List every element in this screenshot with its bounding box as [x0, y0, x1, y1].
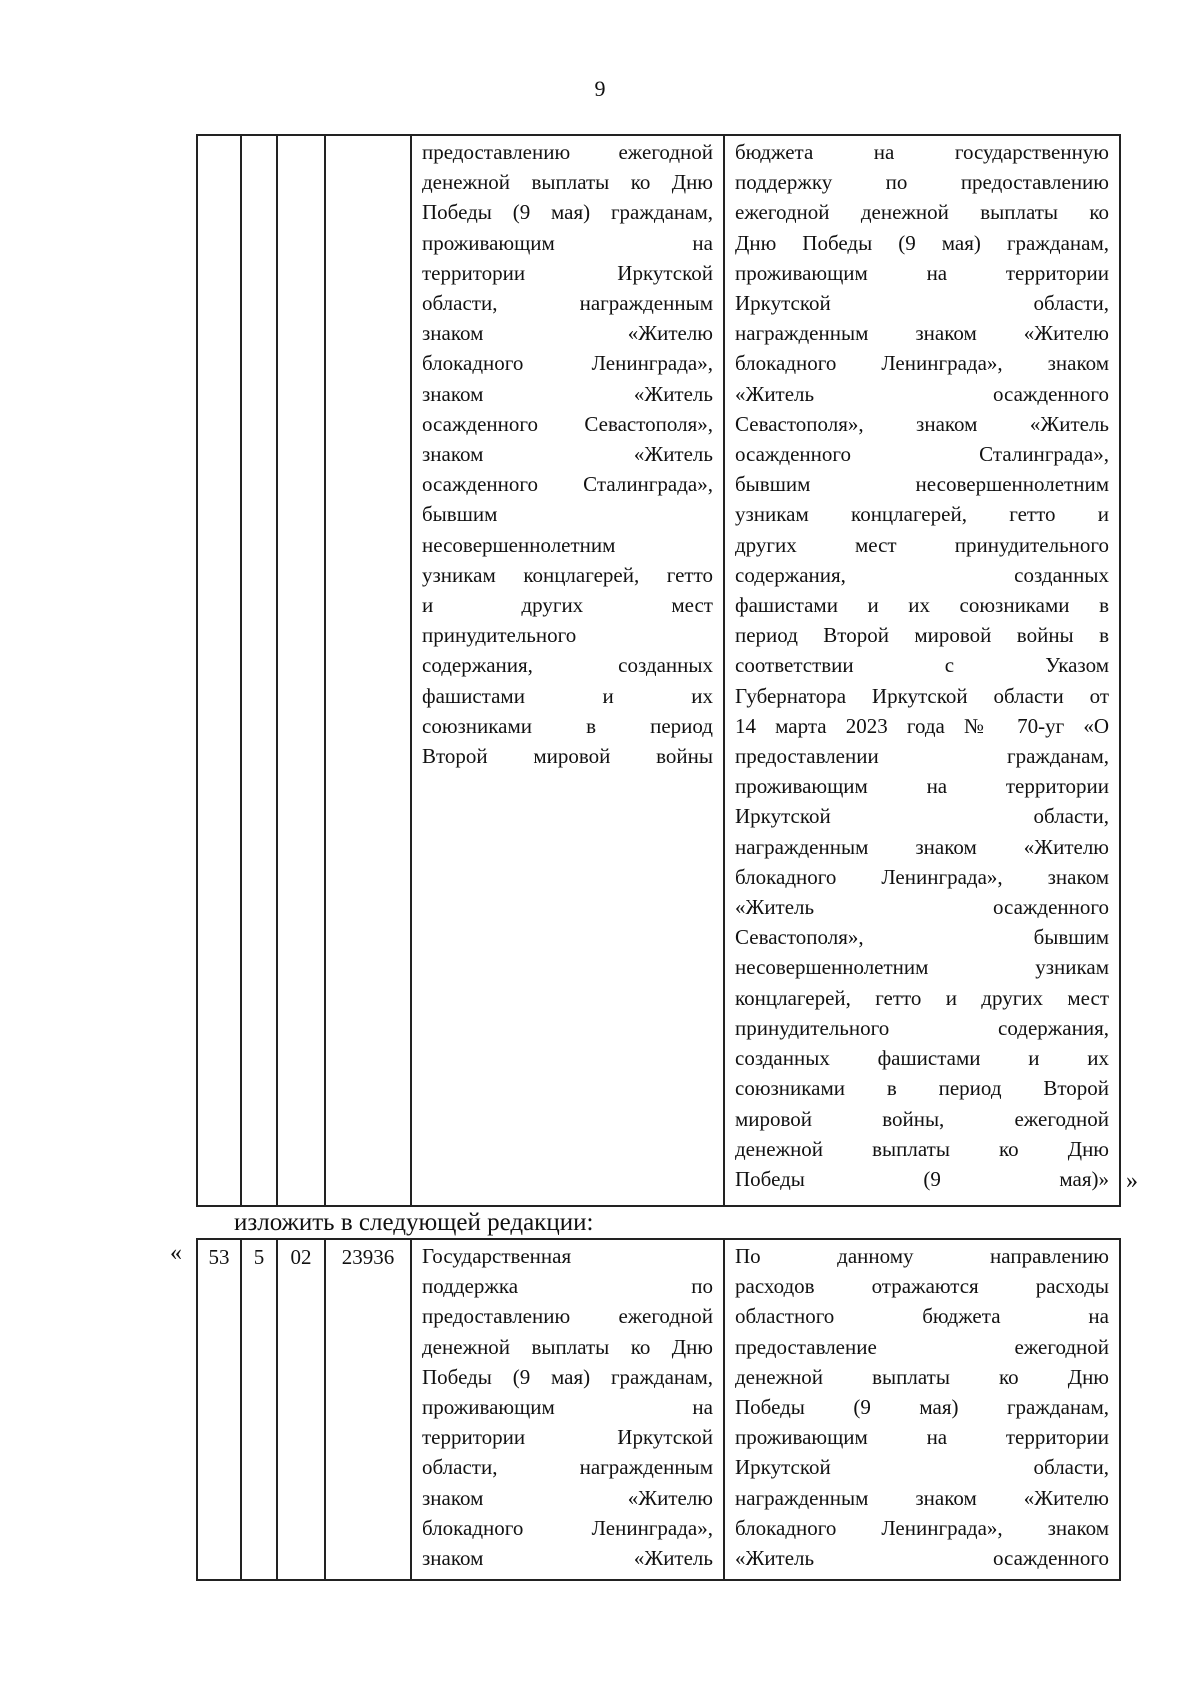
text-line: знаком «Житель	[422, 1546, 713, 1571]
text-line: Иркутской области,	[735, 804, 1109, 829]
text-line: Иркутской области,	[735, 291, 1109, 316]
text-line: блокадного Ленинграда»,	[422, 1515, 713, 1540]
text-line: проживающим на	[422, 230, 713, 255]
text-line: узникам концлагерей, гетто	[422, 562, 713, 587]
cell-description	[411, 135, 724, 1206]
note-text	[735, 137, 1109, 1194]
cell-note	[724, 1239, 1120, 1580]
cell-code-2: 5	[241, 1239, 277, 1580]
text-line: расходов отражаются расходы	[735, 1274, 1109, 1299]
text-line: Севастополя», бывшим	[735, 925, 1109, 950]
note-text	[735, 1241, 1109, 1573]
cell-code-1	[197, 135, 241, 1206]
text-line: и других мест	[422, 593, 713, 618]
cell-code-1: 53	[197, 1239, 241, 1580]
text-line: созданных фашистами и их	[735, 1046, 1109, 1071]
text-line: территории Иркутской	[422, 1425, 713, 1450]
text-line: соответствии с Указом	[735, 653, 1109, 678]
text-line: Дню Победы (9 мая) гражданам,	[735, 230, 1109, 255]
text-line: Государственная	[422, 1244, 572, 1268]
text-line: областного бюджета на	[735, 1304, 1109, 1329]
text-line: Иркутской области,	[735, 1455, 1109, 1480]
text-line: поддержка по	[422, 1274, 713, 1299]
text-line: проживающим на территории	[735, 1425, 1109, 1450]
opening-quote: «	[170, 1240, 182, 1266]
text-line: награжденным знаком «Жителю	[735, 321, 1109, 346]
text-line: осажденного Сталинграда»,	[735, 442, 1109, 467]
cell-code-3: 02	[277, 1239, 325, 1580]
text-line: бывшим несовершеннолетним	[735, 472, 1109, 497]
description-text	[422, 1241, 713, 1573]
text-line: 14 марта 2023 года № 70-уг «О	[735, 713, 1109, 738]
text-line: знаком «Жителю	[422, 1485, 713, 1510]
text-line: Победы (9 мая) гражданам,	[422, 200, 713, 225]
text-line: бюджета на государственную	[735, 140, 1109, 164]
text-line: территории Иркутской	[422, 260, 713, 285]
text-line: Победы (9 мая) гражданам,	[735, 1395, 1109, 1420]
text-line: несовершеннолетним	[422, 532, 616, 557]
cell-code-4	[325, 135, 411, 1206]
text-line: фашистами и их союзниками в	[735, 593, 1109, 618]
table-row	[197, 135, 1120, 1206]
text-line: мировой войны, ежегодной	[735, 1106, 1109, 1131]
text-line: По данному направлению	[735, 1244, 1109, 1268]
cell-description	[411, 1239, 724, 1580]
text-line: денежной выплаты ко Дню	[735, 1136, 1109, 1161]
text-line: денежной выплаты ко Дню	[735, 1364, 1109, 1389]
text-line: несовершеннолетним узникам	[735, 955, 1109, 980]
text-line: Губернатора Иркутской области от	[735, 683, 1109, 708]
page-number: 9	[594, 76, 606, 101]
text-line: содержания, созданных	[735, 562, 1109, 587]
text-line: принудительного	[422, 623, 577, 648]
table-row	[197, 1239, 1120, 1580]
text-line: проживающим на территории	[735, 260, 1109, 285]
text-line: предоставление ежегодной	[735, 1334, 1109, 1359]
text-line: фашистами и их	[422, 683, 713, 708]
text-line: блокадного Ленинграда», знаком	[735, 1515, 1109, 1540]
text-line: союзниками в период Второй	[735, 1076, 1109, 1101]
text-line: бывшим	[422, 502, 498, 527]
text-line: предоставлению ежегодной	[422, 1304, 713, 1329]
table-new-edition	[196, 1238, 1121, 1581]
text-line: области, награжденным	[422, 291, 713, 316]
text-line: награжденным знаком «Жителю	[735, 1485, 1109, 1510]
text-line: области, награжденным	[422, 1455, 713, 1480]
text-line: денежной выплаты ко Дню	[422, 1334, 713, 1359]
text-line: Второй мировой войны	[422, 744, 713, 769]
text-line: поддержку по предоставлению	[735, 170, 1109, 195]
text-line: блокадного Ленинграда»,	[422, 351, 713, 376]
text-line: проживающим на территории	[735, 774, 1109, 799]
text-line: «Житель осажденного	[735, 381, 1109, 406]
text-line: предоставлению ежегодной	[422, 140, 713, 164]
text-line: ежегодной денежной выплаты ко	[735, 200, 1109, 225]
text-line: награжденным знаком «Жителю	[735, 834, 1109, 859]
cell-code-3	[277, 135, 325, 1206]
cell-code-4: 23936	[325, 1239, 411, 1580]
text-line: союзниками в период	[422, 713, 713, 738]
text-line: проживающим на	[422, 1395, 713, 1420]
text-line: Севастополя», знаком «Житель	[735, 411, 1109, 436]
text-line: узникам концлагерей, гетто и	[735, 502, 1109, 527]
text-line: содержания, созданных	[422, 653, 713, 678]
text-line: Победы (9 мая)»	[735, 1166, 1109, 1191]
text-line: блокадного Ленинграда», знаком	[735, 351, 1109, 376]
text-line: других мест принудительного	[735, 532, 1109, 557]
text-line: «Житель осажденного	[735, 1546, 1109, 1571]
text-line: знаком «Жителю	[422, 321, 713, 346]
text-line: осажденного Сталинграда»,	[422, 472, 713, 497]
text-line: Победы (9 мая) гражданам,	[422, 1364, 713, 1389]
cell-code-2	[241, 135, 277, 1206]
table-continuation	[196, 134, 1121, 1207]
closing-quote: »	[1126, 1168, 1138, 1194]
text-line: «Житель осажденного	[735, 895, 1109, 920]
text-line: денежной выплаты ко Дню	[422, 170, 713, 195]
text-line: концлагерей, гетто и других мест	[735, 985, 1109, 1010]
description-text	[422, 137, 713, 771]
amendment-instruction: изложить в следующей редакции:	[234, 1209, 594, 1236]
text-line: осажденного Севастополя»,	[422, 411, 713, 436]
text-line: знаком «Житель	[422, 381, 713, 406]
cell-note	[724, 135, 1120, 1206]
text-line: блокадного Ленинграда», знаком	[735, 864, 1109, 889]
text-line: период Второй мировой войны в	[735, 623, 1109, 648]
text-line: знаком «Житель	[422, 442, 713, 467]
text-line: принудительного содержания,	[735, 1015, 1109, 1040]
text-line: предоставлении гражданам,	[735, 744, 1109, 769]
